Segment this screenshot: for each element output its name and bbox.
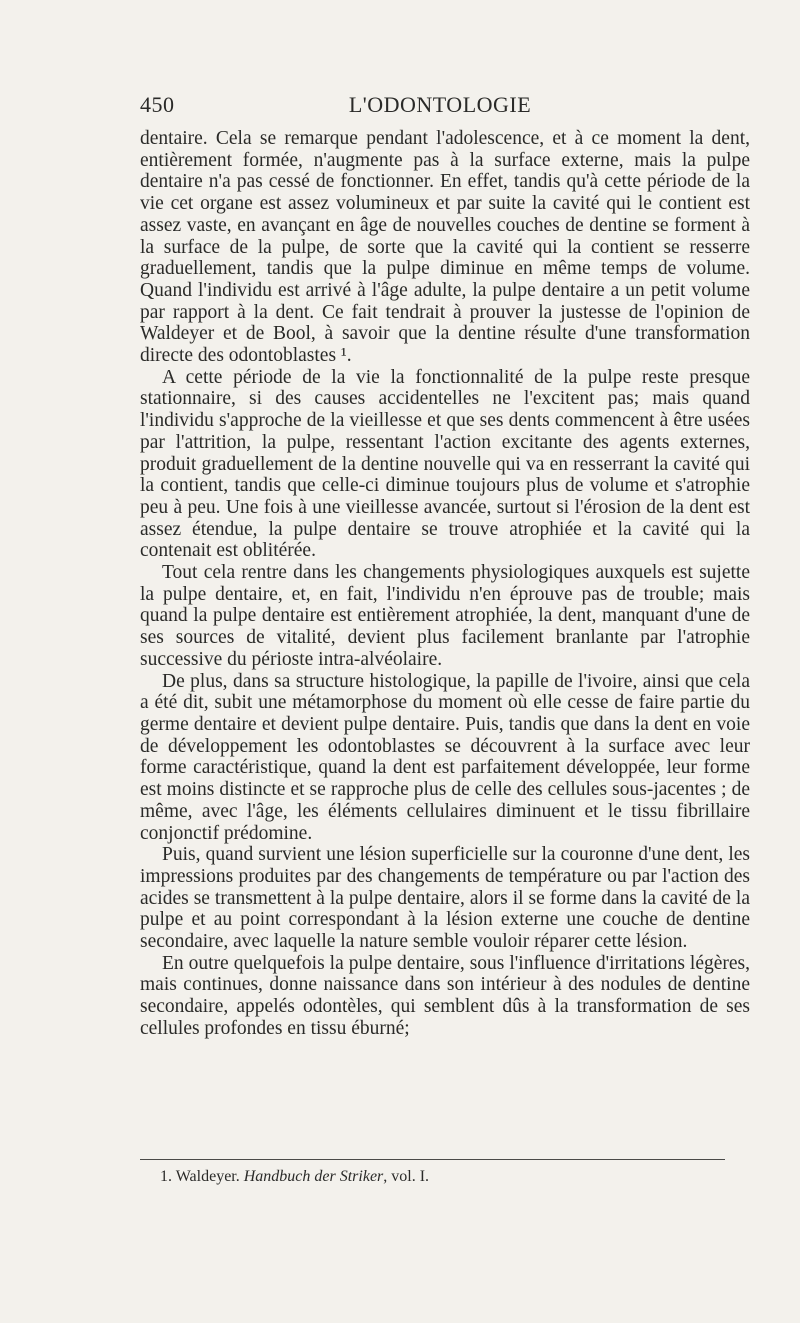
page-number: 450 [140, 92, 175, 117]
paragraph: Tout cela rentre dans les changements physiologiques auxquels est sujette la pulpe dentaire, et, en fait, l'individu n'en éprouve pas de trouble; mais quand la pulpe dentaire est entièrement atrophiée, la dent, manquant d'une de ses sources de vitalité, devient plus facilement branlante par l'atrophie successive du périoste intra-alvéolaire. [140, 562, 750, 670]
paragraph: Puis, quand survient une lésion superficielle sur la couronne d'une dent, les impressions produites par des changements de température ou par l'action des acides se transmettent à la pulpe dentaire, alors il se forme dans la cavité de la pulpe et au point correspondant à la lésion externe une couche de dentine secondaire, avec laquelle la nature semble vouloir réparer cette lésion. [140, 844, 750, 953]
footnote [160, 1168, 720, 1186]
footnote-rest: , vol. I. [383, 1168, 430, 1185]
paragraph: En outre quelquefois la pulpe dentaire, sous l'influence d'irritations légères, mais continues, donne naissance dans son intérieur à des nodules de dentine secondaire, appelés odontèles, qui semblent dûs à la transformation de ses cellules profondes en tissu éburné; [140, 952, 750, 1039]
footnote-author: Waldeyer. [175, 1168, 240, 1185]
paragraph: De plus, dans sa structure histologique, la papille de l'ivoire, ainsi que cela a été dit, subit une métamorphose du moment où elle cesse de faire partie du germe dentaire et devient pulpe dentaire. Puis, tandis que dans la dent en voie de développement les odontoblastes se découvrent à la surface avec leur forme caractéristique, quand la dent est parfaitement développée, leur forme est moins distincte et se rapproche plus de celle des cellules sous-jacentes ; de même, avec l'âge, les éléments cellulaires diminuent et le tissu fibrillaire conjonctif prédomine. [140, 670, 750, 844]
paragraph: A cette période de la vie la fonctionnalité de la pulpe reste presque stationnaire, si des causes accidentelles ne l'excitent pas; mais quand l'individu s'approche de la vieillesse et que ses dents commencent à être usées par l'attrition, la pulpe, ressentant l'action excitante des agents externes, produit graduellement de la dentine nouvelle qui va en resserrant la cavité qui la contient, tandis que celle-ci diminue toujours plus de volume et s'atrophie peu à peu. Une fois à une vieillesse avancée, surtout si l'érosion de la dent est assez étendue, la pulpe dentaire se trouve atrophiée et la cavité qui la contenait est oblitérée. [140, 366, 750, 562]
body-text [140, 128, 750, 1040]
page-header [140, 92, 740, 122]
paragraph: dentaire. Cela se remarque pendant l'adolescence, et à ce moment la dent, entièrement formée, n'augmente pas à la surface externe, mais la pulpe dentaire n'a pas cessé de fonctionner. En effet, tandis qu'à cette période de la vie cet organe est assez volumineux et par suite la cavité qui le contient est assez vaste, en avançant en âge de nouvelles couches de dentine se forment à la surface de la pulpe, de sorte que la cavité qui la contient se resserre graduellement, tandis que la pulpe diminue en même temps de volume. Quand l'individu est arrivé à l'âge adulte, la pulpe dentaire a un petit volume par rapport à la dent. Ce fait tendrait à prouver la justesse de l'opinion de Waldeyer et de Bool, à savoir que la dentine résulte d'une transformation directe des odontoblastes ¹. [140, 128, 750, 367]
footnote-divider [140, 1159, 725, 1160]
footnote-number: 1. [160, 1168, 172, 1185]
running-title: L'ODONTOLOGIE [348, 92, 532, 117]
footnote-title: Handbuch der Striker [243, 1168, 384, 1185]
